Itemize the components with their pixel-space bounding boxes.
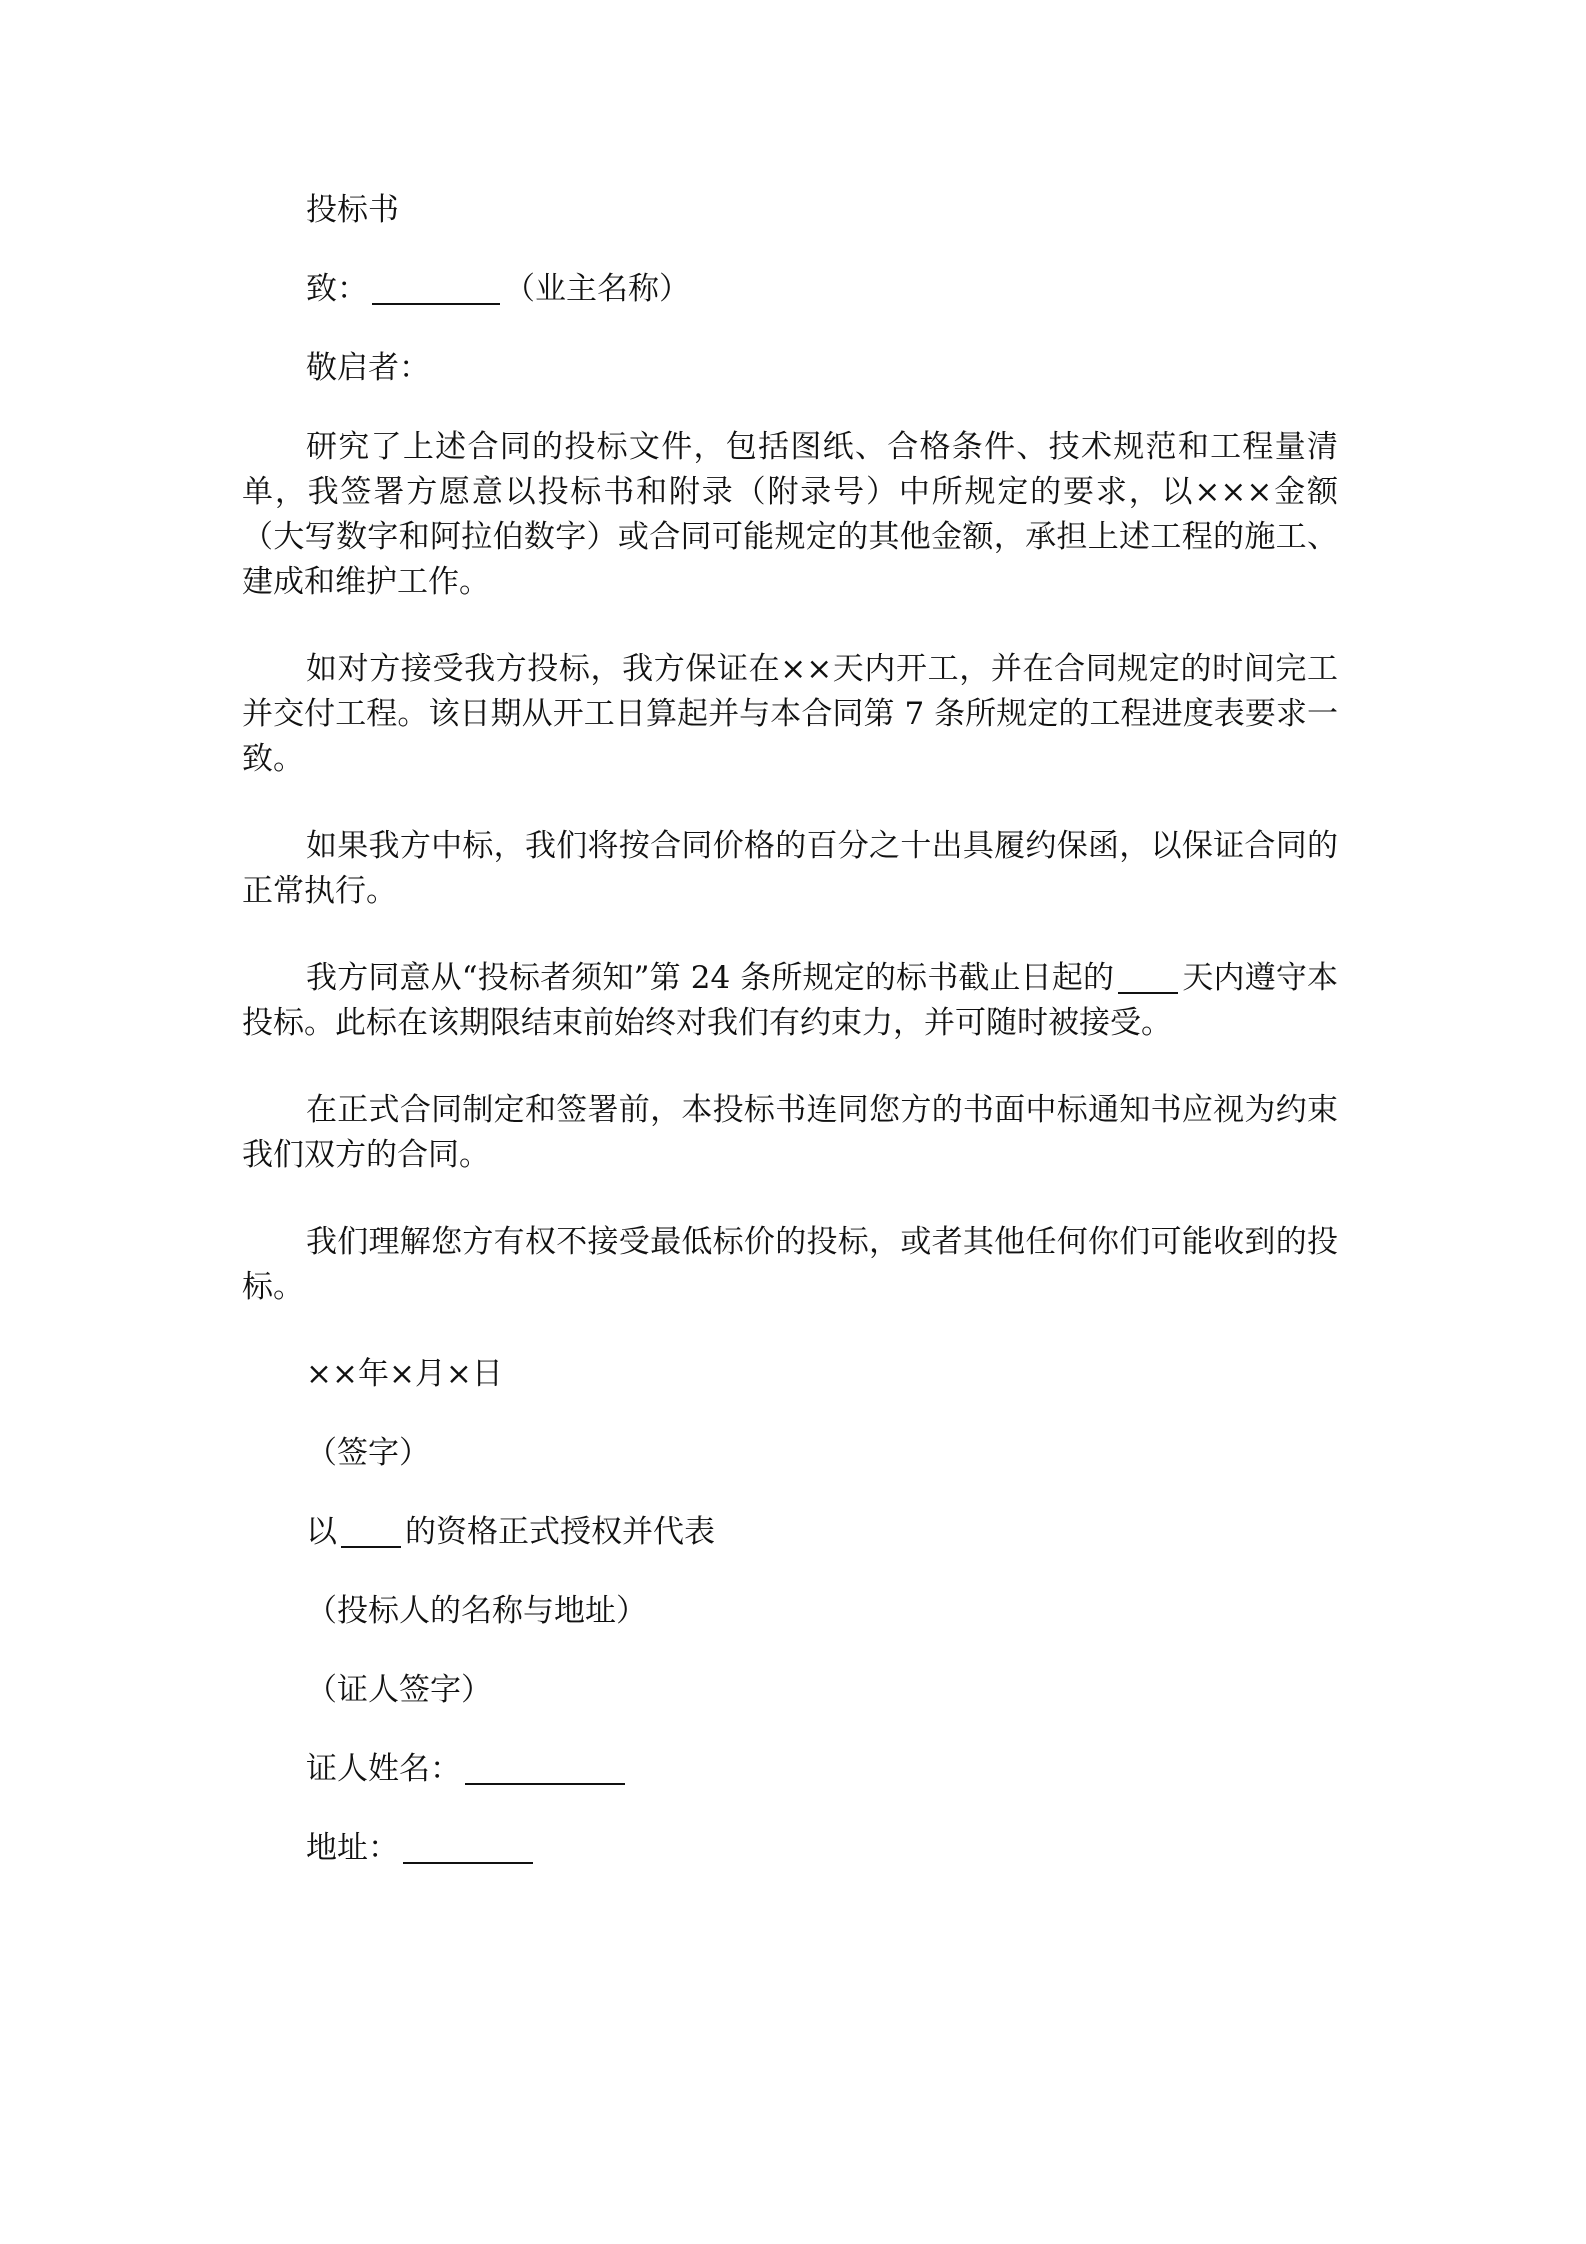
capacity-blank — [341, 1516, 401, 1548]
paragraph-2: 如对方接受我方投标，我方保证在××天内开工，并在合同规定的时间完工并交付工程。该日期从开工日算起并与本合同第 7 条所规定的工程进度表要求一致。 — [242, 651, 1338, 777]
recipient-line: 致： （业主名称） — [306, 271, 690, 307]
paragraph-3: 如果我方中标，我们将按合同价格的百分之十出具履约保函，以保证合同的正常执行。 — [242, 828, 1338, 909]
witness-name-line: 证人姓名： — [242, 1747, 1338, 1792]
paragraph-1: 研究了上述合同的投标文件，包括图纸、合格条件、技术规范和工程量清单，我签署方愿意以投标书和附录（附录号）中所规定的要求，以×××金额（大写数字和阿拉伯数字）或合同可能规定的其他金额，承担上述工程的施工、建成和维护工作。 — [242, 429, 1338, 600]
witness-signature-line: （证人签字） — [306, 1672, 492, 1708]
authority-line: 以 的资格正式授权并代表 — [306, 1514, 715, 1550]
days-blank — [1118, 962, 1178, 994]
signature-line: （签字） — [306, 1435, 430, 1471]
salutation: 敬启者： — [306, 350, 430, 386]
address-blank — [403, 1832, 533, 1864]
witness-name-blank — [465, 1753, 625, 1785]
paragraph-6: 我们理解您方有权不接受最低标价的投标，或者其他任何你们可能收到的投标。 — [242, 1224, 1338, 1305]
date-line: ××年×月×日 — [306, 1356, 503, 1392]
paragraph-4: 我方同意从“投标者须知”第 24 条所规定的标书截止日起的 天内遵守本投标。此标在该期限结束前始终对我们有约束力，并可随时被接受。 — [242, 960, 1338, 1041]
document-title: 投标书 — [306, 192, 399, 228]
letter-body — [242, 188, 1338, 1905]
address-line: 地址： — [242, 1826, 1338, 1871]
bidder-line: （投标人的名称与地址） — [306, 1593, 647, 1629]
owner-name-blank — [372, 273, 500, 305]
paragraph-5: 在正式合同制定和签署前，本投标书连同您方的书面中标通知书应视为约束我们双方的合同。 — [242, 1092, 1338, 1173]
